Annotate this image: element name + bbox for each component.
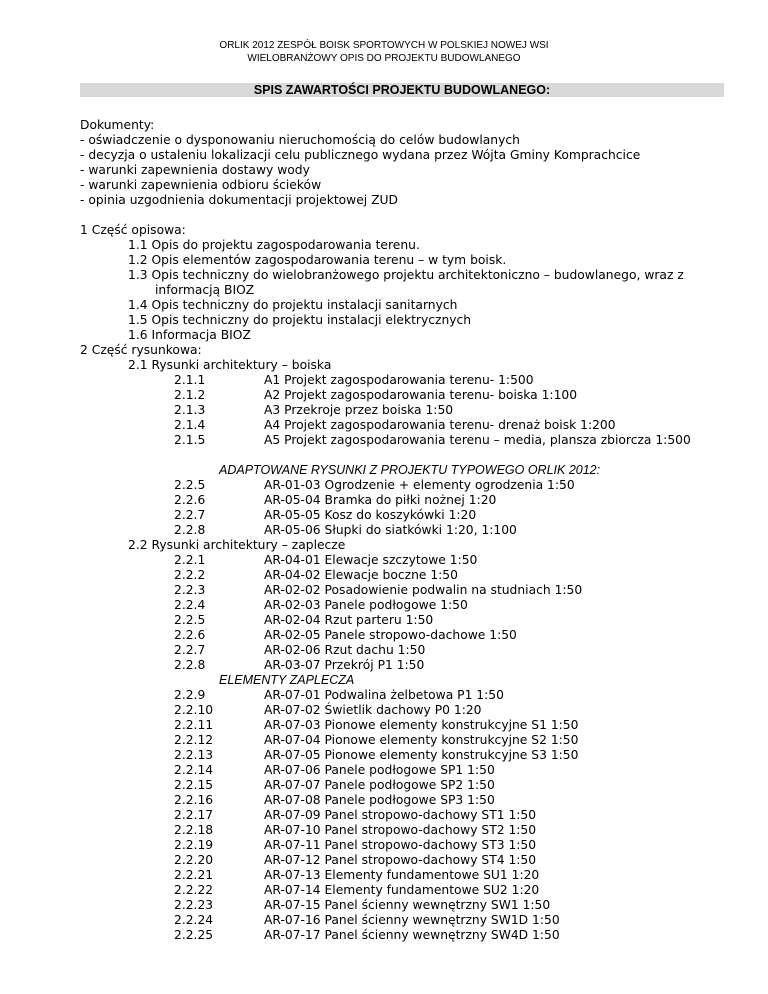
drawing-number: 2.1.5 (174, 433, 206, 447)
drawing-number: 2.1.2 (174, 388, 206, 402)
drawing-number: 2.2.4 (174, 598, 206, 612)
drawing-number: 2.2.24 (174, 913, 214, 927)
drawing-title: AR-03-07 Przekrój P1 1:50 (264, 658, 425, 672)
drawing-title: AR-02-03 Panele podłogowe 1:50 (264, 598, 468, 612)
part1-heading: 1 Część opisowa: (80, 223, 186, 237)
part1-item: 1.6 Informacja BIOZ (128, 328, 251, 342)
drawing-title: AR-01-03 Ogrodzenie + elementy ogrodzenia 1:50 (264, 478, 575, 492)
drawing-title: AR-05-05 Kosz do koszykówki 1:20 (264, 508, 477, 522)
drawing-number: 2.2.11 (174, 718, 214, 732)
drawing-number: 2.2.13 (174, 748, 214, 762)
part1-item: 1.2 Opis elementów zagospodarowania terenu – w tym boisk. (128, 253, 507, 267)
drawing-title: AR-02-02 Posadowienie podwalin na studniach 1:50 (264, 583, 583, 597)
drawing-title: A4 Projekt zagospodarowania terenu- drenaż boisk 1:200 (264, 418, 616, 432)
page-header-line2: WIELOBRANŻOWY OPIS DO PROJEKTU BUDOWLANEGO (247, 53, 521, 64)
drawing-number: 2.2.1 (174, 553, 206, 567)
drawing-title: AR-07-14 Elementy fundamentowe SU2 1:20 (264, 883, 540, 897)
drawing-title: AR-07-12 Panel stropowo-dachowy ST4 1:50 (264, 853, 537, 867)
drawing-number: 2.2.16 (174, 793, 214, 807)
drawing-title: AR-07-06 Panele podłogowe SP1 1:50 (264, 763, 495, 777)
drawing-title: AR-07-17 Panel ścienny wewnętrzny SW4D 1:50 (264, 928, 560, 942)
drawing-title: AR-05-04 Bramka do piłki nożnej 1:20 (264, 493, 497, 507)
drawing-title: AR-07-03 Pionowe elementy konstrukcyjne S1 1:50 (264, 718, 579, 732)
drawing-number: 2.2.9 (174, 688, 206, 702)
drawing-number: 2.2.12 (174, 733, 214, 747)
drawing-number: 2.2.10 (174, 703, 214, 717)
documents-heading: Dokumenty: (80, 118, 155, 132)
adapted-heading: ADAPTOWANE RYSUNKI Z PROJEKTU TYPOWEGO ORLIK 2012: (219, 463, 601, 477)
part1-item: 1.5 Opis techniczny do projektu instalacji elektrycznych (128, 313, 472, 327)
drawing-title: AR-02-05 Panele stropowo-dachowe 1:50 (264, 628, 517, 642)
drawing-number: 2.2.8 (174, 658, 206, 672)
drawing-number: 2.2.25 (174, 928, 214, 942)
drawing-title: AR-07-01 Podwalina żelbetowa P1 1:50 (264, 688, 504, 702)
documents-item: - warunki zapewnienia dostawy wody (80, 163, 310, 177)
drawing-title: AR-02-04 Rzut parteru 1:50 (264, 613, 434, 627)
drawing-number: 2.2.5 (174, 478, 206, 492)
drawing-title: AR-07-13 Elementy fundamentowe SU1 1:20 (264, 868, 540, 882)
drawing-title: AR-07-15 Panel ścienny wewnętrzny SW1 1:50 (264, 898, 551, 912)
drawing-number: 2.2.20 (174, 853, 214, 867)
drawing-number: 2.2.3 (174, 583, 206, 597)
drawing-title: AR-07-04 Pionowe elementy konstrukcyjne S2 1:50 (264, 733, 579, 747)
part2-heading: 2 Część rysunkowa: (80, 343, 202, 357)
documents-item: - decyzja o ustaleniu lokalizacji celu publicznego wydana przez Wójta Gminy Komprachcice (80, 148, 641, 162)
drawing-title: AR-05-06 Słupki do siatkówki 1:20, 1:100 (264, 523, 517, 537)
drawing-title: AR-07-10 Panel stropowo-dachowy ST2 1:50 (264, 823, 537, 837)
drawing-number: 2.2.22 (174, 883, 214, 897)
drawing-title: AR-07-16 Panel ścienny wewnętrzny SW1D 1:50 (264, 913, 560, 927)
drawing-title: A5 Projekt zagospodarowania terenu – media, plansza zbiorcza 1:500 (264, 433, 691, 447)
drawing-number: 2.2.7 (174, 643, 206, 657)
drawing-title: AR-07-07 Panele podłogowe SP2 1:50 (264, 778, 495, 792)
part1-item: 1.4 Opis techniczny do projektu instalacji sanitarnych (128, 298, 458, 312)
drawing-title: AR-07-11 Panel stropowo-dachowy ST3 1:50 (264, 838, 537, 852)
drawing-number: 2.2.23 (174, 898, 214, 912)
documents-item: - opinia uzgodnienia dokumentacji projektowej ZUD (80, 193, 399, 207)
documents-item: - oświadczenie o dysponowaniu nieruchomością do celów budowlanych (80, 133, 520, 147)
drawing-number: 2.2.17 (174, 808, 214, 822)
drawing-number: 2.1.1 (174, 373, 206, 387)
elements-heading: ELEMENTY ZAPLECZA (219, 673, 355, 687)
drawing-number: 2.1.3 (174, 403, 206, 417)
sec22-heading: 2.2 Rysunki architektury – zaplecze (128, 538, 346, 552)
drawing-title: AR-07-08 Panele podłogowe SP3 1:50 (264, 793, 495, 807)
drawing-number: 2.2.7 (174, 508, 206, 522)
drawing-title: AR-04-02 Elewacje boczne 1:50 (264, 568, 458, 582)
documents-item: - warunki zapewnienia odbioru ścieków (80, 178, 322, 192)
drawing-number: 2.2.19 (174, 838, 214, 852)
drawing-title: AR-02-06 Rzut dachu 1:50 (264, 643, 426, 657)
drawing-title: AR-07-02 Świetlik dachowy P0 1:20 (264, 703, 482, 717)
drawing-number: 2.2.8 (174, 523, 206, 537)
drawing-number: 2.2.6 (174, 628, 206, 642)
drawing-title: A3 Przekroje przez boiska 1:50 (264, 403, 454, 417)
drawing-number: 2.2.21 (174, 868, 214, 882)
drawing-title: A1 Projekt zagospodarowania terenu- 1:500 (264, 373, 534, 387)
drawing-title: A2 Projekt zagospodarowania terenu- boiska 1:100 (264, 388, 578, 402)
page-header-line1: ORLIK 2012 ZESPÓŁ BOISK SPORTOWYCH W POLSKIEJ NOWEJ WSI (219, 40, 549, 51)
drawing-number: 2.2.5 (174, 613, 206, 627)
drawing-number: 2.2.6 (174, 493, 206, 507)
part1-item: 1.1 Opis do projektu zagospodarowania terenu. (128, 238, 420, 252)
part1-item: 1.3 Opis techniczny do wielobranżowego projektu architektoniczno – budowlanego, wraz z (128, 268, 684, 282)
drawing-number: 2.1.4 (174, 418, 206, 432)
page-title: SPIS ZAWARTOŚCI PROJEKTU BUDOWLANEGO: (80, 83, 724, 97)
drawing-number: 2.2.15 (174, 778, 214, 792)
sec21-heading: 2.1 Rysunki architektury – boiska (128, 358, 332, 372)
part1-item: informacją BIOZ (155, 283, 255, 297)
drawing-title: AR-07-09 Panel stropowo-dachowy ST1 1:50 (264, 808, 537, 822)
drawing-number: 2.2.2 (174, 568, 206, 582)
drawing-title: AR-04-01 Elewacje szczytowe 1:50 (264, 553, 478, 567)
drawing-title: AR-07-05 Pionowe elementy konstrukcyjne S3 1:50 (264, 748, 579, 762)
drawing-number: 2.2.14 (174, 763, 214, 777)
drawing-number: 2.2.18 (174, 823, 214, 837)
